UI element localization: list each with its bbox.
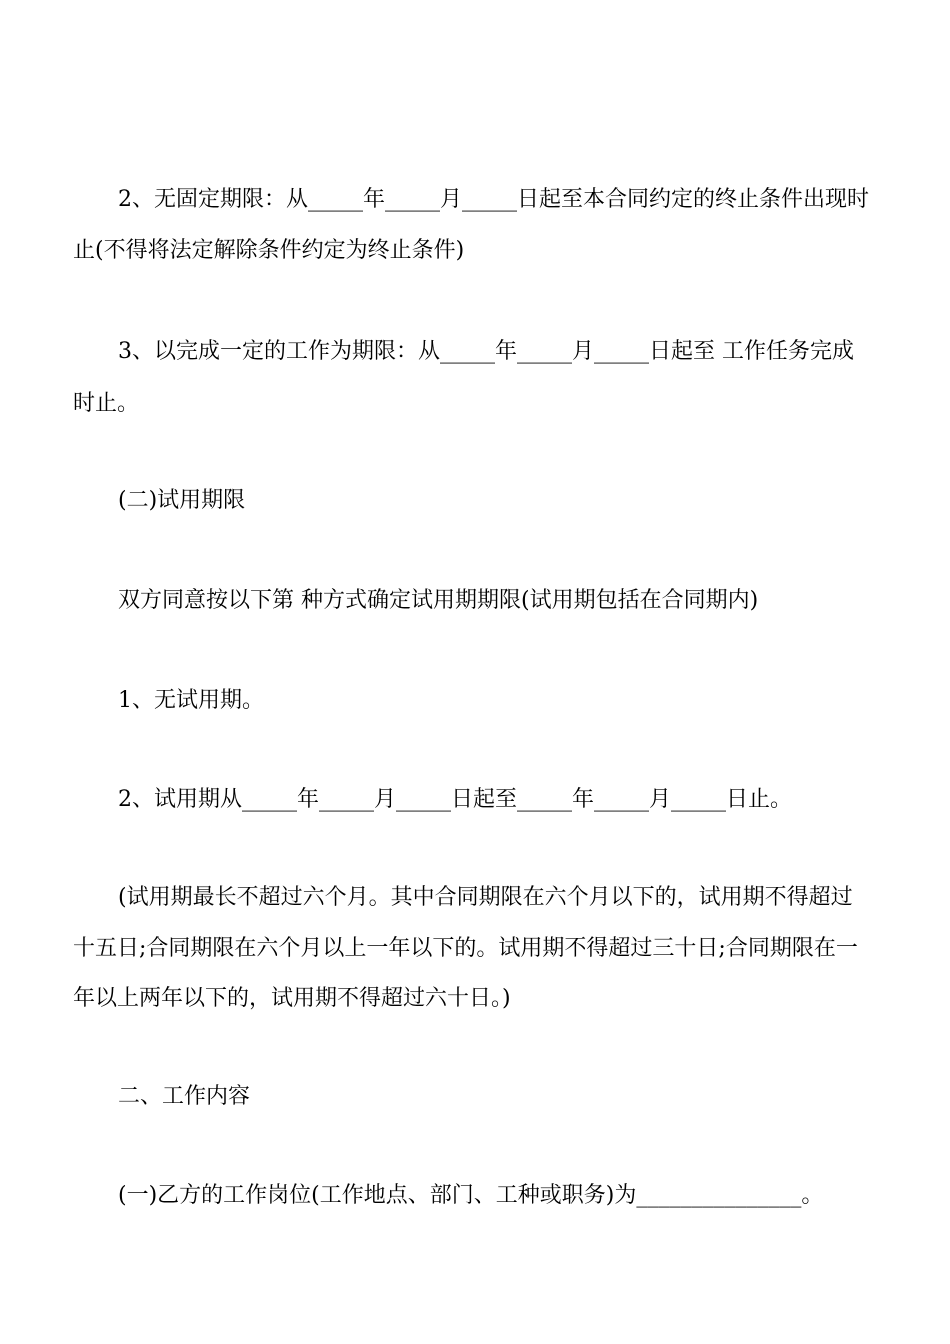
section-heading-work-content: 二、工作内容 [118,1084,251,1109]
paragraph-task-term-line1: 3、以完成一定的工作为期限：从_____年_____月_____日起至 工作任务完成 [118,339,854,364]
paragraph-probation-note-line1: (试用期最长不超过六个月。其中合同期限在六个月以下的，试用期不得超过 [118,885,853,910]
paragraph-no-probation: 1、无试用期。 [118,688,264,713]
section-heading-probation: (二)试用期限 [118,488,246,513]
paragraph-fixed-term-line1: 2、无固定期限：从_____年_____月_____日起至本合同约定的终止条件出现时 [118,187,869,212]
paragraph-job-position: (一)乙方的工作岗位(工作地点、部门、工种或职务)为_______________。 [118,1183,824,1208]
paragraph-probation-dates: 2、试用期从_____年_____月_____日起至_____年_____月_____日止。 [118,787,792,812]
paragraph-fixed-term-line2: 止(不得将法定解除条件约定为终止条件) [73,238,465,263]
paragraph-probation-method: 双方同意按以下第 种方式确定试用期期限(试用期包括在合同期内) [118,588,759,613]
paragraph-probation-note-line2: 十五日;合同期限在六个月以上一年以下的。试用期不得超过三十日;合同期限在一 [73,936,858,961]
paragraph-probation-note-line3: 年以上两年以下的，试用期不得超过六十日。) [73,986,511,1011]
paragraph-task-term-line2: 时止。 [73,391,140,416]
